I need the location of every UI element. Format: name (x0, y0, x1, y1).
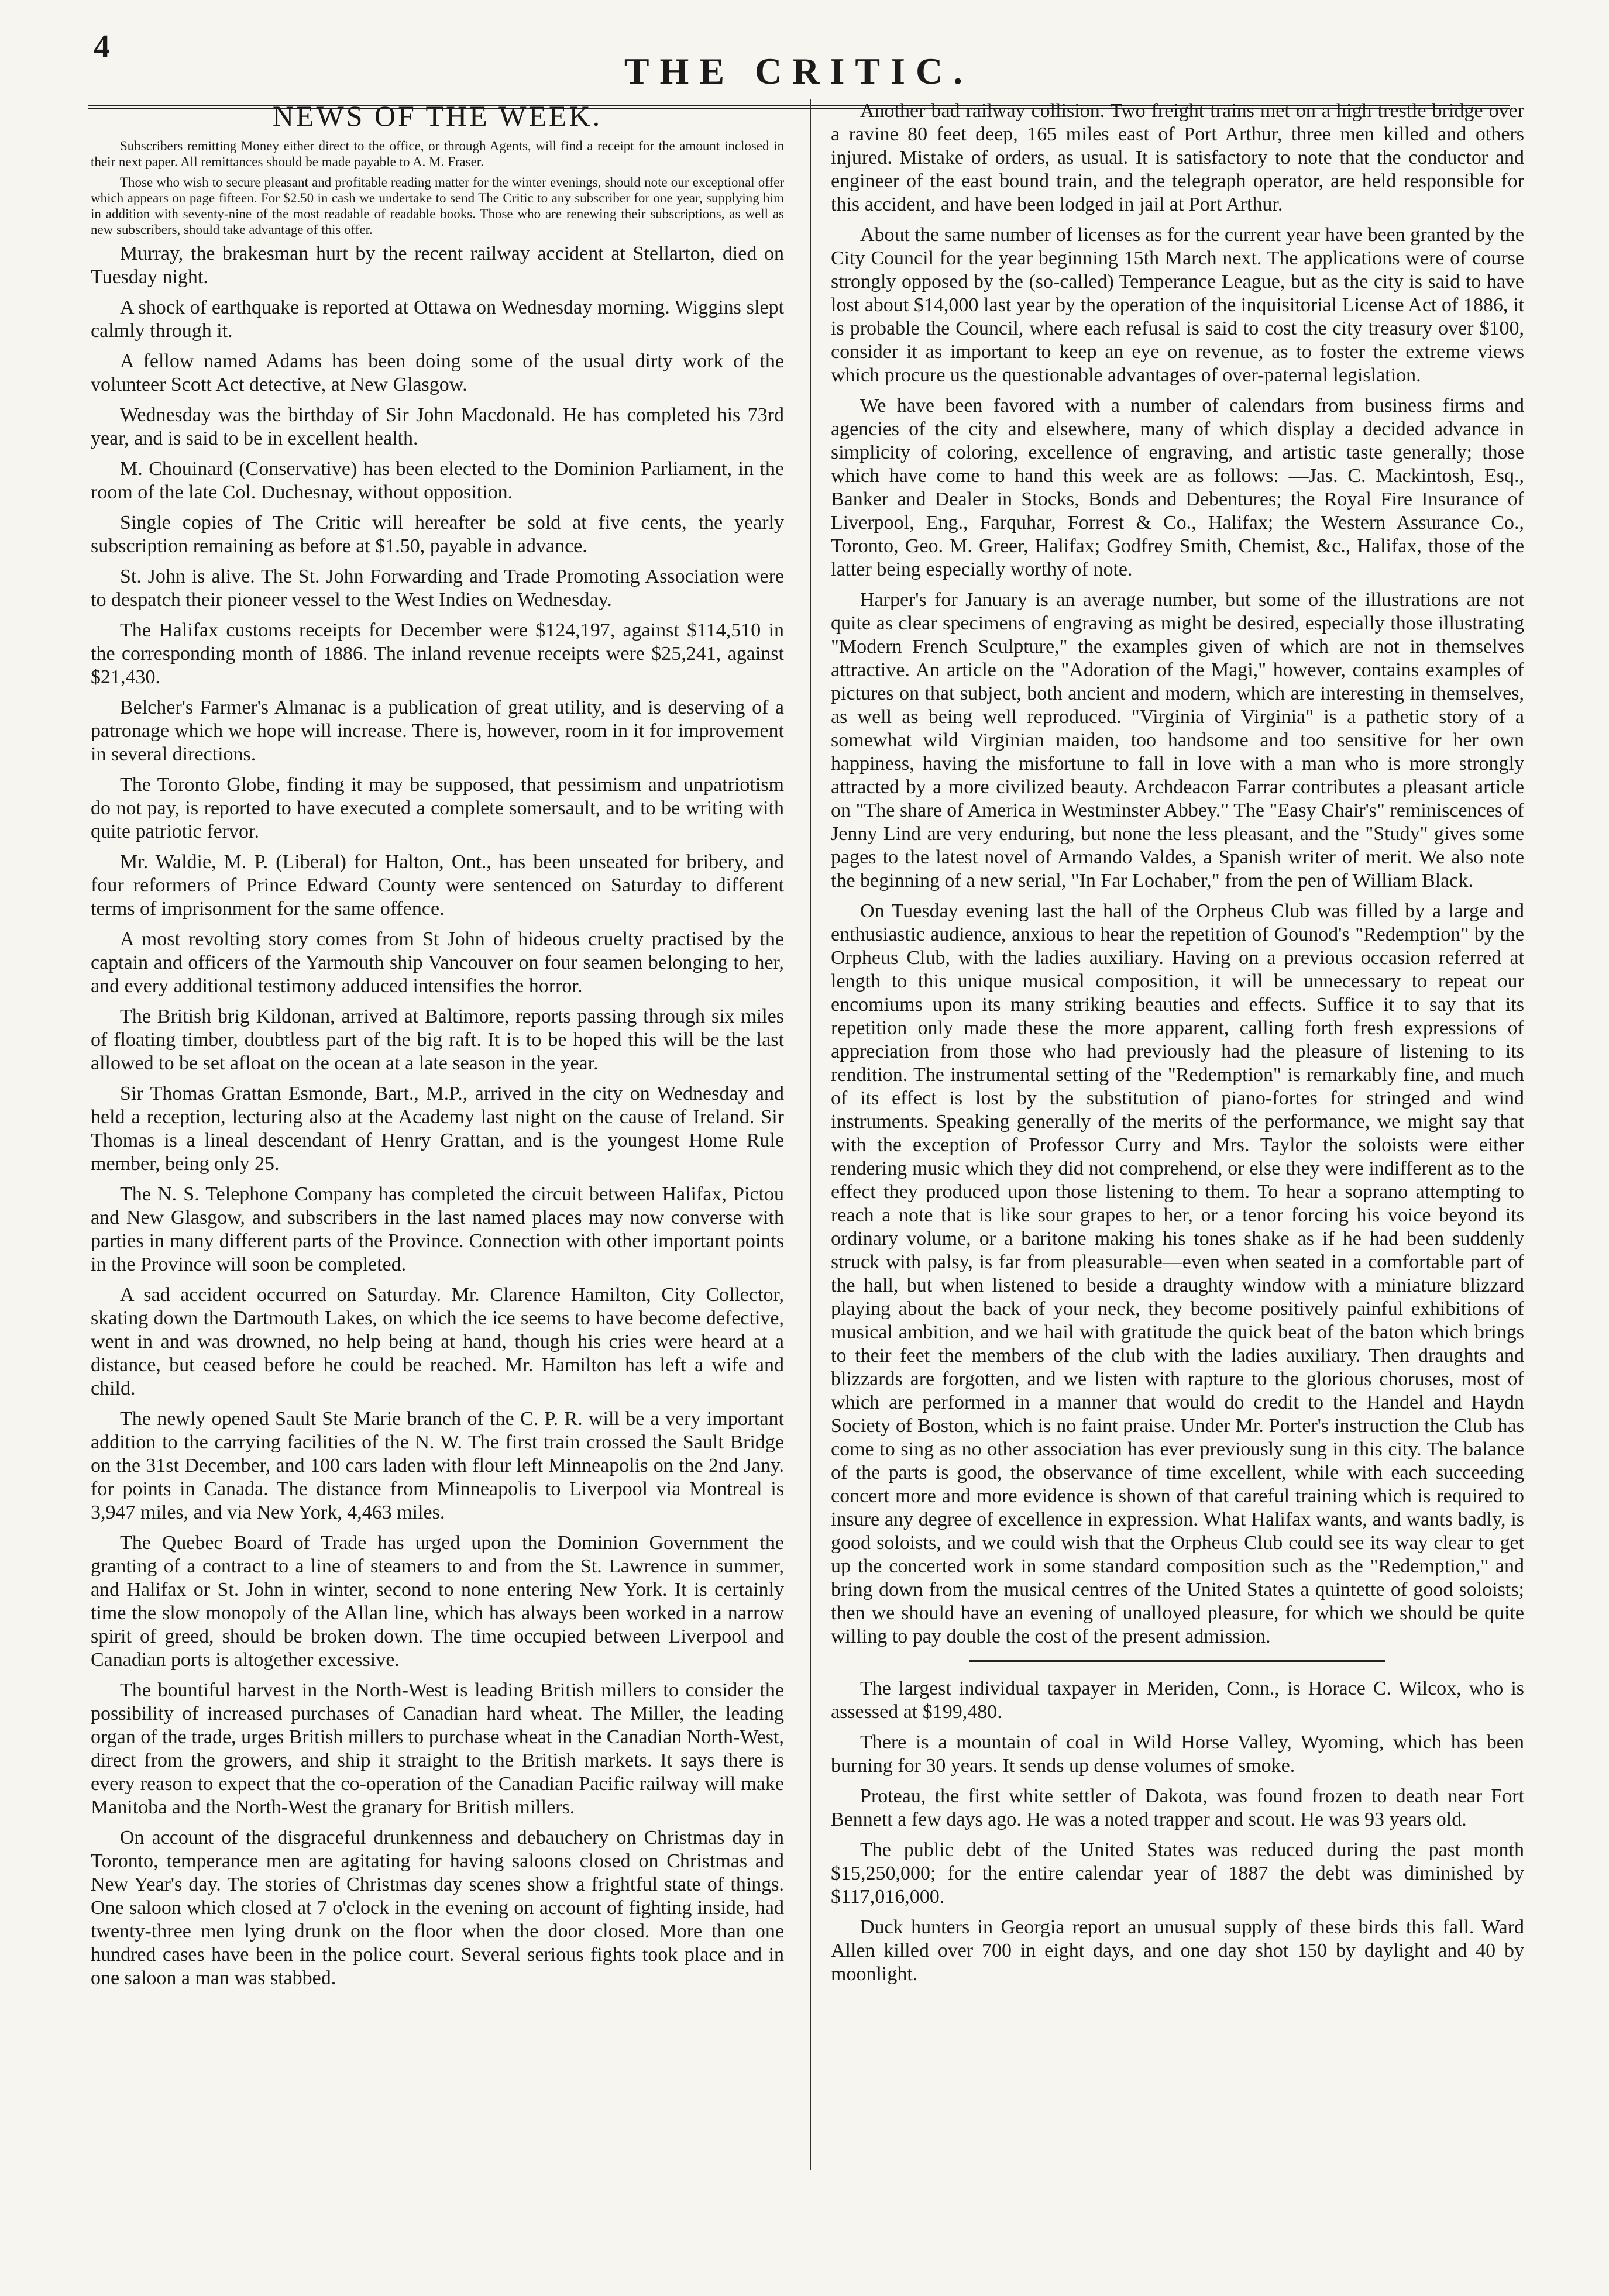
news-item: St. John is alive. The St. John Forwarding and Trade Promoting Association were to despatch their pioneer vessel to the West Indies on Wednesday. (91, 566, 784, 611)
news-item: A fellow named Adams has been doing some of the usual dirty work of the volunteer Scott Act detective, at New Glasgow. (91, 350, 784, 395)
news-item: The Toronto Globe, finding it may be supposed, that pessimism and unpatriotism do not pay, is reported to have executed a complete somersault, and to be writing with quite patriotic fervor. (91, 774, 784, 842)
news-item: The Quebec Board of Trade has urged upon the Dominion Government the granting of a contract to a line of steamers to and from the St. Lawrence in summer, and Halifax or St. John in winter, second to none entering New York. It is certainly time the slow monopoly of the Allan line, which has always been worked in a narrow spirit of greed, should be broken down. The time occupied between Liverpool and Canadian ports is altogether excessive. (91, 1532, 784, 1671)
news-item: Single copies of The Critic will hereafter be sold at five cents, the yearly subscription remaining as before at $1.50, payable in advance. (91, 512, 784, 557)
news-item: M. Chouinard (Conservative) has been elected to the Dominion Parliament, in the room of the late Col. Duchesnay, without opposition. (91, 458, 784, 503)
news-item: On Tuesday evening last the hall of the Orpheus Club was filled by a large and enthusiastic audience, anxious to hear the repetition of Gounod's "Redemption" by the Orpheus Club, with the ladies auxiliary. Having on a previous occasion referred at length to this unique musical composition, it will be unnecessary to repeat our encomiums upon its many striking beauties and effects. Suffice it to say that its repetition only made these the more apparent, calling forth fresh expressions of appreciation from those who had previously had the pleasure of listening to its rendition. The instrumental setting of the "Redemption" is remarkably fine, and much of its effect is lost by the substitution of piano-fortes for stringed and wind instruments. Speaking generally of the merits of the performance, we might say that with the exception of Professor Curry and Mrs. Taylor the soloists were either rendering music which they did not comprehend, or else they were indifferent as to the effect they produced upon those listening to them. To hear a soprano attempting to reach a note that is like sour grapes to her, or a tenor forcing his voice beyond its ordinary volume, or a baritone making his tones shake as if he had been suddenly struck with palsy, is far from pleasurable—even when seated in a comfortable part of the hall, but when listened to beside a draughty window with a miniature blizzard playing about the back of your neck, they become positively painful exhibitions of musical ambition, and we hail with gratitude the quick beat of the baton which brings to their feet the members of the club with the ladies auxiliary. Then draughts and blizzards are forgotten, and we listen with rapture to the glorious choruses, most of which are performed in a manner that would do credit to the Handel and Haydn Society of Boston, which is no faint praise. Under Mr. Porter's instruction the Club has come to sing as no other association has ever previously sung in this city. The balance of the parts is good, the observance of time excellent, while with each succeeding concert more and more evidence is shown of that careful training which is required to insure any degree of excellence in expression. What Halifax wants, and wants badly, is good soloists, and we could wish that the Orpheus Club could see its way clear to get up the concerted work in some standard composition such as the "Redemption," and bring down from the musical centres of the United States a quintette of good soloists; then we should have an evening of unalloyed pleasure, for which we should be quite willing to pay double the cost of the present admission. (831, 900, 1524, 1647)
news-item: The newly opened Sault Ste Marie branch of the C. P. R. will be a very important addition to the carrying facilities of the N. W. The first train crossed the Sault Bridge on the 31st December, and 100 cars laden with flour left Minneapolis on the 2nd Jany. for points in Canada. The distance from Minneapolis to Liverpool via Montreal is 3,947 miles, and via New York, 4,463 miles. (91, 1408, 784, 1523)
news-item: The public debt of the United States was reduced during the past month $15,250,000; for the entire calendar year of 1887 the debt was diminished by $117,016,000. (831, 1839, 1524, 1908)
news-item: We have been favored with a number of calendars from business firms and agencies of the city and elsewhere, many of which display a decided advance in simplicity of coloring, excellence of engraving, and artistic taste generally; those which have come to hand this week are as follows: —Jas. C. Mackintosh, Esq., Banker and Dealer in Stocks, Bonds and Debentures; the Royal Fire Insurance of Liverpool, Eng., Farquhar, Forrest & Co., Halifax; the Western Assurance Co., Toronto, Geo. M. Greer, Halifax; Godfrey Smith, Chemist, &c., Halifax, those of the latter being especially worthy of note. (831, 395, 1524, 580)
page-number: 4 (94, 29, 110, 65)
news-item: The bountiful harvest in the North-West is leading British millers to consider the possibility of increased purchases of Canadian hard wheat. The Miller, the leading organ of the trade, urges British millers to purchase wheat in the Canadian North-West, direct from the growers, and ship it straight to the British markets. It says there is every reason to expect that the co-operation of the Canadian Pacific railway will make Manitoba and the North-West the granary for British millers. (91, 1679, 784, 1818)
news-item: Another bad railway collision. Two freight trains met on a high trestle bridge over a ravine 80 feet deep, 165 miles east of Port Arthur, three men killed and others injured. Mistake of orders, as usual. It is satisfactory to note that the conductor and engineer of the east bound train, and the telegraph operator, are held responsible for this accident, and have been lodged in jail at Port Arthur. (831, 100, 1524, 215)
news-item: A most revolting story comes from St John of hideous cruelty practised by the captain and officers of the Yarmouth ship Vancouver on four seamen belonging to her, and every additional testimony adduced intensifies the horror. (91, 928, 784, 997)
news-item: About the same number of licenses as for the current year have been granted by the City Council for the year beginning 15th March next. The applications were of course strongly opposed by the (so-called) Temperance League, but as the city is said to have lost about $14,000 last year by the operation of the inquisitorial License Act of 1886, it is probable the Council, where each refusal is said to cost the city treasury over $100, consider it as important to keep an eye on revenue, as to foster the extreme views which procure us the questionable advantages of over-paternal legislation. (831, 224, 1524, 386)
section-separator (969, 1660, 1385, 1662)
subscriber-note: Those who wish to secure pleasant and profitable reading matter for the winter evenings, should note our exceptional offer which appears on page fifteen. For $2.50 in cash we undertake to send The Critic to any subscriber for one year, supplying him in addition with seventy-nine of the most readable of readable books. Those who are renewing their subscriptions, as well as new subscribers, should take advantage of this offer. (91, 175, 784, 237)
masthead (88, 18, 1510, 105)
news-item: The British brig Kildonan, arrived at Baltimore, reports passing through six miles of floating timber, doubtless part of the big raft. It is to be hoped this will be the last allowed to be set afloat on the ocean at a late season in the year. (91, 1006, 784, 1074)
column-divider (810, 99, 812, 2170)
news-item: Sir Thomas Grattan Esmonde, Bart., M.P., arrived in the city on Wednesday and held a reception, lecturing also at the Academy last night on the cause of Ireland. Sir Thomas is a lineal descendant of Henry Grattan, and is the youngest Home Rule member, being only 25. (91, 1083, 784, 1175)
news-item: There is a mountain of coal in Wild Horse Valley, Wyoming, which has been burning for 30 years. It sends up dense volumes of smoke. (831, 1732, 1524, 1777)
news-item: The N. S. Telephone Company has completed the circuit between Halifax, Pictou and New Glasgow, and subscribers in the last named places may now converse with parties in many different parts of the Province. Connection with other important points in the Province will soon be completed. (91, 1183, 784, 1275)
news-item: A sad accident occurred on Saturday. Mr. Clarence Hamilton, City Collector, skating down the Dartmouth Lakes, on which the ice seems to have become defective, went in and was drowned, no help being at hand, though his cries were heard at a distance, but ceased before he could be reached. Mr. Hamilton has left a wife and child. (91, 1284, 784, 1399)
news-item: Murray, the brakesman hurt by the recent railway accident at Stellarton, died on Tuesday night. (91, 243, 784, 288)
section-heading: NEWS OF THE WEEK. (272, 99, 603, 132)
news-item: Belcher's Farmer's Almanac is a publication of great utility, and is deserving of a patronage which we hope will increase. There is, however, room in it for improvement in several directions. (91, 697, 784, 765)
news-item: Mr. Waldie, M. P. (Liberal) for Halton, Ont., has been unseated for bribery, and four reformers of Prince Edward County were sentenced on Saturday to different terms of imprisonment for the same offence. (91, 851, 784, 920)
news-item: Wednesday was the birthday of Sir John Macdonald. He has completed his 73rd year, and is said to be in excellent health. (91, 404, 784, 449)
right-column (831, 99, 1524, 2264)
news-item: Proteau, the first white settler of Dakota, was found frozen to death near Fort Bennett a few days ago. He was a noted trapper and scout. He was 93 years old. (831, 1785, 1524, 1830)
left-column (91, 99, 784, 2264)
news-item: The largest individual taxpayer in Meriden, Conn., is Horace C. Wilcox, who is assessed at $199,480. (831, 1678, 1524, 1723)
news-item: A shock of earthquake is reported at Ottawa on Wednesday morning. Wiggins slept calmly through it. (91, 297, 784, 342)
newspaper-title: THE CRITIC. (624, 50, 974, 92)
news-item: Duck hunters in Georgia report an unusual supply of these birds this fall. Ward Allen killed over 700 in eight days, and one day shot 150 by daylight and 40 by moonlight. (831, 1916, 1524, 1985)
news-item: On account of the disgraceful drunkenness and debauchery on Christmas day in Toronto, temperance men are agitating for having saloons closed on Christmas and New Year's day. The stories of Christmas day scenes show a frightful state of things. One saloon which closed at 7 o'clock in the evening on account of fighting inside, had twenty-three men lying drunk on the floor when the door closed. More than one hundred cases have been in the police court. Several serious fights took place and in one saloon a man was stabbed. (91, 1827, 784, 1989)
subscriber-note: Subscribers remitting Money either direct to the office, or through Agents, will find a receipt for the amount inclosed in their next paper. All remittances should be made payable to A. M. Fraser. (91, 139, 784, 169)
news-item: The Halifax customs receipts for December were $124,197, against $114,510 in the corresponding month of 1886. The inland revenue receipts were $25,241, against $21,430. (91, 619, 784, 688)
news-item: Harper's for January is an average number, but some of the illustrations are not quite as clear specimens of engraving as might be desired, especially those illustrating "Modern French Sculpture," the examples given of which are not in themselves attractive. An article on the "Adoration of the Magi," however, contains examples of pictures on that subject, both ancient and modern, which are interesting in themselves, as well as being well reproduced. "Virginia of Virginia" is a pathetic story of a somewhat wild Virginian maiden, too handsome and too sensitive for her own happiness, having the misfortune to fall in love with a man who is more strongly attracted by a more civilized beauty. Archdeacon Farrar contributes a pleasant article on "The share of America in Westminster Abbey." The "Easy Chair's" reminiscences of Jenny Lind are very enduring, but none the less pleasant, and the "Study" gives some pages to the latest novel of Armando Valdes, a Spanish writer of merit. We also note the beginning of a new serial, "In Far Lochaber," from the pen of William Black. (831, 589, 1524, 891)
